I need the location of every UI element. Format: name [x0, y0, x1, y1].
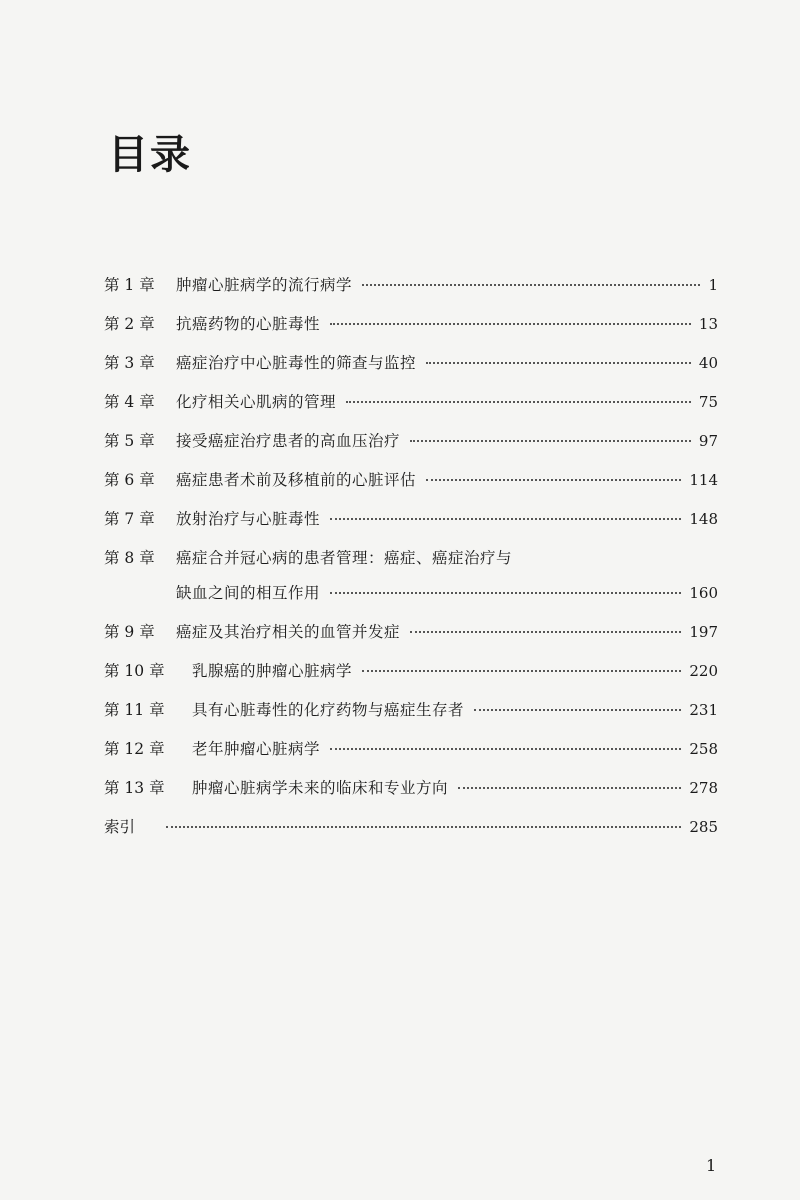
page-number: 40: [698, 354, 718, 372]
chapter-label: 第 4 章: [104, 393, 155, 411]
toc-entry-chapter-9[interactable]: [104, 613, 718, 652]
chapter-label: 第 9 章: [104, 623, 155, 641]
chapter-label: 第 7 章: [104, 510, 155, 528]
dot-leader: [362, 284, 700, 286]
dot-leader: [330, 748, 681, 750]
chapter-title: 乳腺癌的肿瘤心脏病学: [192, 662, 353, 680]
chapter-label: 第 11 章: [104, 701, 165, 719]
toc-entry-chapter-6[interactable]: [104, 461, 718, 500]
toc-entry-chapter-10[interactable]: [104, 652, 718, 691]
toc-entry-chapter-5[interactable]: [104, 422, 718, 461]
page-number: 278: [689, 779, 718, 797]
chapter-label: 第 2 章: [104, 315, 155, 333]
dot-leader: [346, 401, 691, 403]
page-number: 160: [689, 584, 718, 602]
dot-leader: [426, 362, 691, 364]
dot-leader: [166, 826, 681, 828]
page-number: 75: [698, 393, 718, 411]
chapter-title-continued: 缺血之间的相互作用: [176, 584, 321, 602]
chapter-title: 老年肿瘤心脏病学: [192, 740, 321, 758]
chapter-label: 第 12 章: [104, 740, 165, 758]
chapter-label: 第 3 章: [104, 354, 155, 372]
dot-leader: [426, 479, 681, 481]
dot-leader: [458, 787, 681, 789]
toc-entry-chapter-4[interactable]: [104, 383, 718, 422]
page-number: 231: [689, 701, 718, 719]
chapter-title: 癌症及其治疗相关的血管并发症: [176, 623, 401, 641]
page-number: 220: [689, 662, 718, 680]
chapter-title: 放射治疗与心脏毒性: [176, 510, 321, 528]
toc-entry-chapter-7[interactable]: [104, 500, 718, 539]
page-number: 258: [689, 740, 718, 758]
chapter-title: 癌症合并冠心病的患者管理：癌症、癌症治疗与: [176, 549, 513, 567]
toc-entry-chapter-12[interactable]: [104, 730, 718, 769]
chapter-label: 第 6 章: [104, 471, 155, 489]
chapter-label: 第 5 章: [104, 432, 155, 450]
toc-entry-chapter-3[interactable]: [104, 344, 718, 383]
chapter-label: 第 1 章: [104, 276, 155, 294]
chapter-title: 接受癌症治疗患者的高血压治疗: [176, 432, 401, 450]
page-number: 13: [698, 315, 718, 333]
toc-entry-chapter-11[interactable]: [104, 691, 718, 730]
table-of-contents: [104, 266, 718, 847]
toc-entry-chapter-13[interactable]: [104, 769, 718, 808]
chapter-title: 抗癌药物的心脏毒性: [176, 315, 321, 333]
footer-page-number: 1: [706, 1156, 717, 1175]
toc-entry-index[interactable]: [104, 808, 718, 847]
toc-entry-chapter-8[interactable]: [104, 539, 718, 613]
chapter-label: 第 8 章: [104, 549, 155, 567]
chapter-title: 化疗相关心肌病的管理: [176, 393, 337, 411]
page-title: 目录: [108, 131, 192, 178]
chapter-title: 具有心脏毒性的化疗药物与癌症生存者: [192, 701, 465, 719]
chapter-label: 第 13 章: [104, 779, 165, 797]
page-number: 97: [698, 432, 718, 450]
chapter-title: 肿瘤心脏病学未来的临床和专业方向: [192, 779, 449, 797]
index-label: 索引: [104, 818, 136, 836]
dot-leader: [410, 440, 691, 442]
toc-entry-chapter-1[interactable]: [104, 266, 718, 305]
page-number: 1: [708, 276, 718, 294]
dot-leader: [474, 709, 681, 711]
page-number: 114: [689, 471, 718, 489]
dot-leader: [330, 518, 681, 520]
page-number: 148: [689, 510, 718, 528]
dot-leader: [330, 592, 681, 594]
dot-leader: [330, 323, 691, 325]
chapter-title: 肿瘤心脏病学的流行病学: [176, 276, 353, 294]
chapter-label: 第 10 章: [104, 662, 165, 680]
toc-entry-chapter-2[interactable]: [104, 305, 718, 344]
chapter-title: 癌症患者术前及移植前的心脏评估: [176, 471, 417, 489]
chapter-title: 癌症治疗中心脏毒性的筛查与监控: [176, 354, 417, 372]
page-number: 197: [689, 623, 718, 641]
dot-leader: [410, 631, 681, 633]
page-number: 285: [689, 818, 718, 836]
dot-leader: [362, 670, 681, 672]
